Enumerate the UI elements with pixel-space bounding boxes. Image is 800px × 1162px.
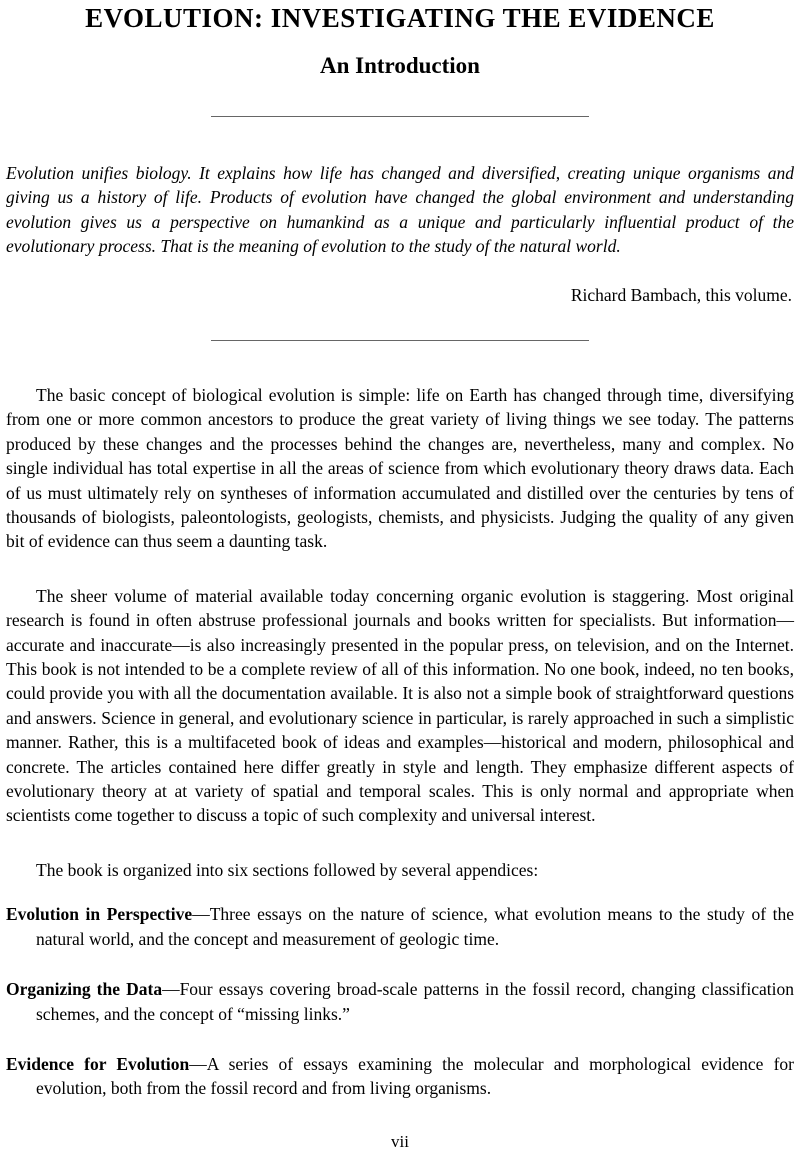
epigraph: Evolution unifies biology. It explains how life has changed and diversified, creating unique organisms and giving us a history of life. Products of evolution have changed the global environment and understanding evolution gives us a perspective on humankind as a unique and particularly influential product of the evolutionary process. That is the meaning of evolution to the study of the natural world. xyxy=(6,162,794,257)
page-subtitle: An Introduction xyxy=(320,53,480,79)
epigraph-attribution: Richard Bambach, this volume. xyxy=(570,284,792,305)
divider-bottom xyxy=(211,340,589,341)
section-entry-title: Evidence for Evolution xyxy=(6,1053,190,1074)
section-entry-title: Evolution in Perspective xyxy=(6,904,193,925)
paragraph-book-organization: The book is organized into six sections followed by several appendices: xyxy=(36,859,539,880)
divider-top xyxy=(211,116,589,117)
section-entry-evidence-for-evolution xyxy=(6,1052,794,1101)
page-title: EVOLUTION: INVESTIGATING THE EVIDENCE xyxy=(85,3,715,33)
section-entry-text: —A series of essays examining the molecular and morphological evidence for evolution, both from the fossil record and from living organisms. xyxy=(36,1053,794,1099)
paragraph-sheer-volume: The sheer volume of material available today concerning organic evolution is staggering. Most original research is found in often abstruse professional journals and books written for specialists. But information—accurate and inaccurate—is also increasingly presented in the popular press, on television, and on the Internet. This book is not intended to be a complete review of all of this information. No one book, indeed, no ten books, could provide you with all the documentation available. It is also not a simple book of straightforward questions and answers. Science in general, and evolutionary science in particular, is rarely approached in such a simplistic manner. Rather, this is a multifaceted book of ideas and examples—historical and modern, philosophical and concrete. The articles contained here differ greatly in style and length. They emphasize different aspects of evolutionary theory at at variety of spatial and temporal scales. This is only normal and appropriate when scientists come together to discuss a topic of such complexity and universal interest. xyxy=(6,585,794,826)
section-entry-title: Organizing the Data xyxy=(6,979,163,1000)
section-entry-text: —Three essays on the nature of science, what evolution means to the study of the natural world, and the concept and measurement of geologic time. xyxy=(36,904,795,949)
section-entry-evolution-in-perspective xyxy=(6,902,794,951)
section-entry-text: —Four essays covering broad-scale patterns in the fossil record, changing classification schemes, and the concept of “missing links.” xyxy=(36,979,794,1024)
paragraph-basic-concept: The basic concept of biological evolution is simple: life on Earth has changed through time, diversifying from one or more common ancestors to produce the great variety of living things we see today. The patterns produced by these changes and the processes behind the changes are, nevertheless, many and complex. No single individual has total expertise in all the areas of science from which evolutionary theory draws data. Each of us must ultimately rely on syntheses of information accumulated and distilled over the centuries by tens of thousands of biologists, paleontologists, geologists, chemists, and physicists. Judging the quality of any given bit of evidence can thus seem a daunting task. xyxy=(6,384,794,552)
section-entry-organizing-the-data xyxy=(6,977,794,1026)
page-number: vii xyxy=(391,1132,409,1151)
